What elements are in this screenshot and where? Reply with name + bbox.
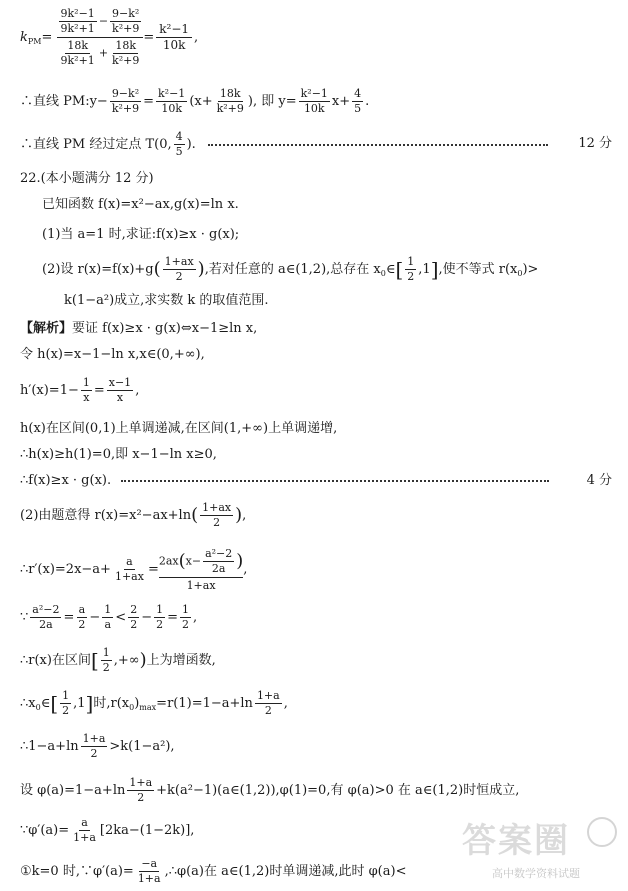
denominator: 2 — [130, 618, 138, 632]
denominator: 2 — [78, 618, 86, 632]
k-inequality — [20, 733, 175, 760]
denominator: 2 — [182, 618, 189, 632]
text: ∴r(x)在区间 — [20, 653, 91, 669]
denominator: k²+9 — [112, 22, 140, 36]
text: = — [167, 610, 178, 626]
denominator: 5 — [175, 145, 183, 159]
text: − — [89, 610, 101, 626]
denominator: k²+9 — [111, 102, 140, 116]
text: = — [147, 562, 159, 578]
text: ,若对任意的 a∈(1,2),总存在 x — [204, 262, 381, 278]
case-k-zero — [20, 858, 406, 885]
denominator: x — [116, 391, 124, 405]
numerator: 1 — [60, 690, 71, 704]
text: = — [143, 30, 155, 46]
denominator: 2a — [211, 562, 226, 576]
text: ∈ — [40, 696, 51, 712]
denominator: 2 — [137, 791, 145, 805]
watermark-logo — [452, 807, 622, 887]
denominator: 10k — [303, 102, 325, 116]
numerator: 1+ax — [163, 256, 196, 270]
numerator: 18k — [65, 40, 90, 54]
watermark-text: 答案圈 — [462, 821, 570, 861]
text: ,1 — [418, 262, 431, 278]
text: ,使不等式 r(x — [438, 262, 518, 278]
text: ∴x — [20, 696, 36, 712]
numerator: a²−2 — [203, 548, 234, 562]
denominator: 1+ax — [114, 570, 144, 584]
text: +k(a²−1)(a∈(1,2)),φ(1)=0,有 φ(a)>0 在 a∈(1,2)时恒成立, — [156, 783, 520, 799]
numerator: 1 — [101, 647, 112, 661]
text: = — [63, 610, 75, 626]
text: , — [243, 562, 248, 578]
text: ∵φ′(a)= — [20, 823, 70, 839]
numerator: a — [77, 604, 88, 618]
solution-intro — [20, 322, 257, 335]
numerator: 1 — [102, 604, 113, 618]
denominator: 2 — [407, 270, 415, 284]
text: − — [98, 14, 109, 28]
h-derivative — [20, 377, 139, 404]
numerator: 9k²−1 — [59, 8, 97, 22]
text: − — [141, 610, 153, 626]
text: , — [242, 508, 247, 524]
denominator: 10k — [162, 38, 186, 53]
numerator: 1 — [405, 256, 416, 270]
text: ,1 — [73, 696, 86, 712]
text: , — [135, 383, 140, 399]
text: = — [143, 94, 155, 110]
score-label: 4 分 — [586, 473, 612, 488]
numerator: −a — [139, 858, 159, 872]
denominator: 2 — [102, 661, 110, 675]
numerator: 18k — [218, 88, 243, 102]
subscript: 0 — [517, 269, 523, 279]
numerator: 4 — [352, 88, 363, 102]
r-derivative — [20, 548, 247, 591]
numerator: x−1 — [107, 377, 133, 391]
text: 要证 f(x)≥x · g(x)⇔x−1≥ln x, — [72, 321, 258, 336]
denominator: 1+ax — [186, 579, 216, 593]
text: ). — [186, 137, 196, 153]
text: ∴1−a+ln — [20, 739, 79, 755]
subscript: 0 — [35, 703, 41, 713]
subscript: 0 — [129, 703, 135, 713]
denominator: 5 — [354, 102, 362, 116]
text: ∴f(x)≥x · g(x). — [20, 473, 112, 488]
text: [2ka−(1−2k)], — [99, 823, 195, 839]
numerator: 1+a — [255, 690, 282, 704]
text: ∴直线 PM 经过定点 T(0, — [20, 137, 172, 153]
text: )> — [522, 262, 539, 278]
denominator: k²+9 — [112, 54, 140, 68]
text: < — [115, 610, 127, 626]
denominator: 1+a — [73, 831, 96, 845]
text: =r(1)=1−a+ln — [156, 696, 253, 712]
text: k — [20, 30, 28, 46]
part2-statement: (2)设 r(x)=f(x)+g( $\frac{1+ax}{2}$ ),若对任意的 a∈(1,2),总存在 $x_0\in$[ $\frac{1}{2}$ ,1],使不等式 $r(x_0)>$ — [42, 255, 539, 284]
numerator: k²−1 — [156, 88, 187, 102]
text: , — [194, 30, 199, 46]
leader-dots — [208, 144, 548, 146]
numerator: 1+a — [81, 733, 108, 747]
text: ①k=0 时,∵φ′(a)= — [20, 864, 134, 880]
denominator: 9k²+1 — [60, 22, 95, 36]
watermark-subtext: 高中数学资料试题 — [492, 867, 580, 880]
numerator: 9−k² — [110, 8, 141, 22]
score-label: 12 分 — [578, 136, 612, 151]
numerator: 2 — [128, 604, 139, 618]
r-max: $\therefore x_0\in$[ $\frac{1}{2}$ ,1]时$,r(x_0)_{max}=r(1)=1-a+\ln$ $\frac{1+a}{2}$ , — [20, 689, 288, 718]
h-min: ∴h(x)≥h(1)=0,即 x−1−ln x≥0, — [20, 447, 217, 462]
line-pm-equation — [20, 88, 369, 115]
text: >k(1−a²), — [109, 739, 175, 755]
text: ,∴φ(a)在 a∈(1,2)时单调递减,此时 φ(a)< — [164, 864, 407, 880]
compound-fraction: 2ax(x− $\frac{\text{a²−2}}{2a}$ ) 1+ax — [158, 547, 244, 593]
define-h: 令 h(x)=x−1−ln x,x∈(0,+∞), — [20, 347, 205, 362]
text: , — [193, 610, 198, 626]
text: + — [98, 46, 109, 60]
r-increasing: ∴r(x)在区间[ $\frac{1}{2}$ ,+∞)上为增函数, — [20, 646, 216, 675]
text: 2ax — [158, 554, 179, 568]
text: ∵ — [20, 610, 29, 626]
numerator: 9−k² — [110, 88, 141, 102]
part1-conclusion — [20, 474, 612, 487]
text: ∴r′(x)=2x−a+ — [20, 562, 111, 578]
denominator: x — [83, 391, 90, 405]
leader-dots — [121, 480, 549, 482]
denominator: 2 — [156, 618, 164, 632]
subscript: max — [139, 703, 157, 713]
denominator: 2 — [264, 704, 272, 718]
text: = — [41, 30, 53, 46]
text: ∴直线 PM:y− — [20, 94, 108, 110]
text: (2)由题意得 r(x)=x²−ax+ln — [20, 508, 192, 524]
text: ∈ — [385, 262, 396, 278]
text: x+ — [331, 94, 351, 110]
solution-tag: 【解析】 — [20, 321, 73, 336]
numerator: 1+a — [127, 777, 154, 791]
denominator: 2 — [213, 516, 221, 530]
subscript: 0 — [380, 269, 386, 279]
text: (2)设 r(x)=f(x)+g — [42, 262, 154, 278]
text: 时,r(x — [93, 696, 130, 712]
text: h′(x)=1− — [20, 383, 79, 399]
text: ) — [134, 696, 140, 712]
denominator: 2a — [39, 618, 53, 632]
inequality-line — [20, 604, 197, 631]
phi-derivative — [20, 817, 194, 844]
fixed-point-line — [20, 131, 612, 158]
subscript: PM — [27, 37, 42, 47]
numerator: a — [124, 556, 135, 570]
denominator: a — [104, 618, 112, 632]
given-functions: 已知函数 f(x)=x²−ax,g(x)=ln x. — [42, 197, 239, 212]
text: = — [93, 383, 105, 399]
numerator: k²−1 — [156, 22, 192, 38]
text: (x+ — [189, 94, 213, 110]
numerator: k²−1 — [299, 88, 330, 102]
monotonicity: h(x)在区间(0,1)上单调递减,在区间(1,+∞)上单调递增, — [20, 421, 338, 436]
r-definition: (2)由题意得 r(x)=x²−ax+ln( $\frac{1+ax}{2}$ ), — [20, 501, 247, 530]
denominator: 2 — [62, 704, 70, 718]
numerator: a — [79, 817, 90, 831]
denominator: 10k — [161, 102, 182, 116]
question-header: 22.(本小题满分 12 分) — [20, 171, 154, 186]
numerator: a²−2 — [30, 604, 61, 618]
text: ), 即 y= — [247, 94, 297, 110]
numerator: 1 — [180, 604, 191, 618]
part1-statement: (1)当 a=1 时,求证:f(x)≥x · g(x); — [42, 227, 240, 242]
denominator: 1+a — [137, 872, 161, 886]
numerator: 1 — [154, 604, 165, 618]
text: ,+∞ — [113, 653, 140, 669]
denominator: 2 — [175, 270, 183, 284]
text: 设 φ(a)=1−a+ln — [20, 783, 126, 799]
compound-fraction — [57, 8, 144, 67]
numerator: 1 — [81, 377, 92, 391]
denominator: 2 — [90, 747, 98, 761]
numerator: 1+ax — [200, 502, 233, 516]
kpm-line — [20, 8, 198, 67]
denominator: 9k²+1 — [60, 54, 95, 68]
part2-statement-cont: k(1−a²)成立,求实数 k 的取值范围. — [64, 293, 269, 308]
text: , — [283, 696, 288, 712]
phi-definition — [20, 777, 519, 804]
text: 上为增函数, — [146, 653, 216, 669]
numerator: 4 — [174, 131, 185, 145]
denominator: k²+9 — [216, 102, 244, 116]
text: . — [365, 94, 370, 110]
numerator: 18k — [113, 40, 138, 54]
